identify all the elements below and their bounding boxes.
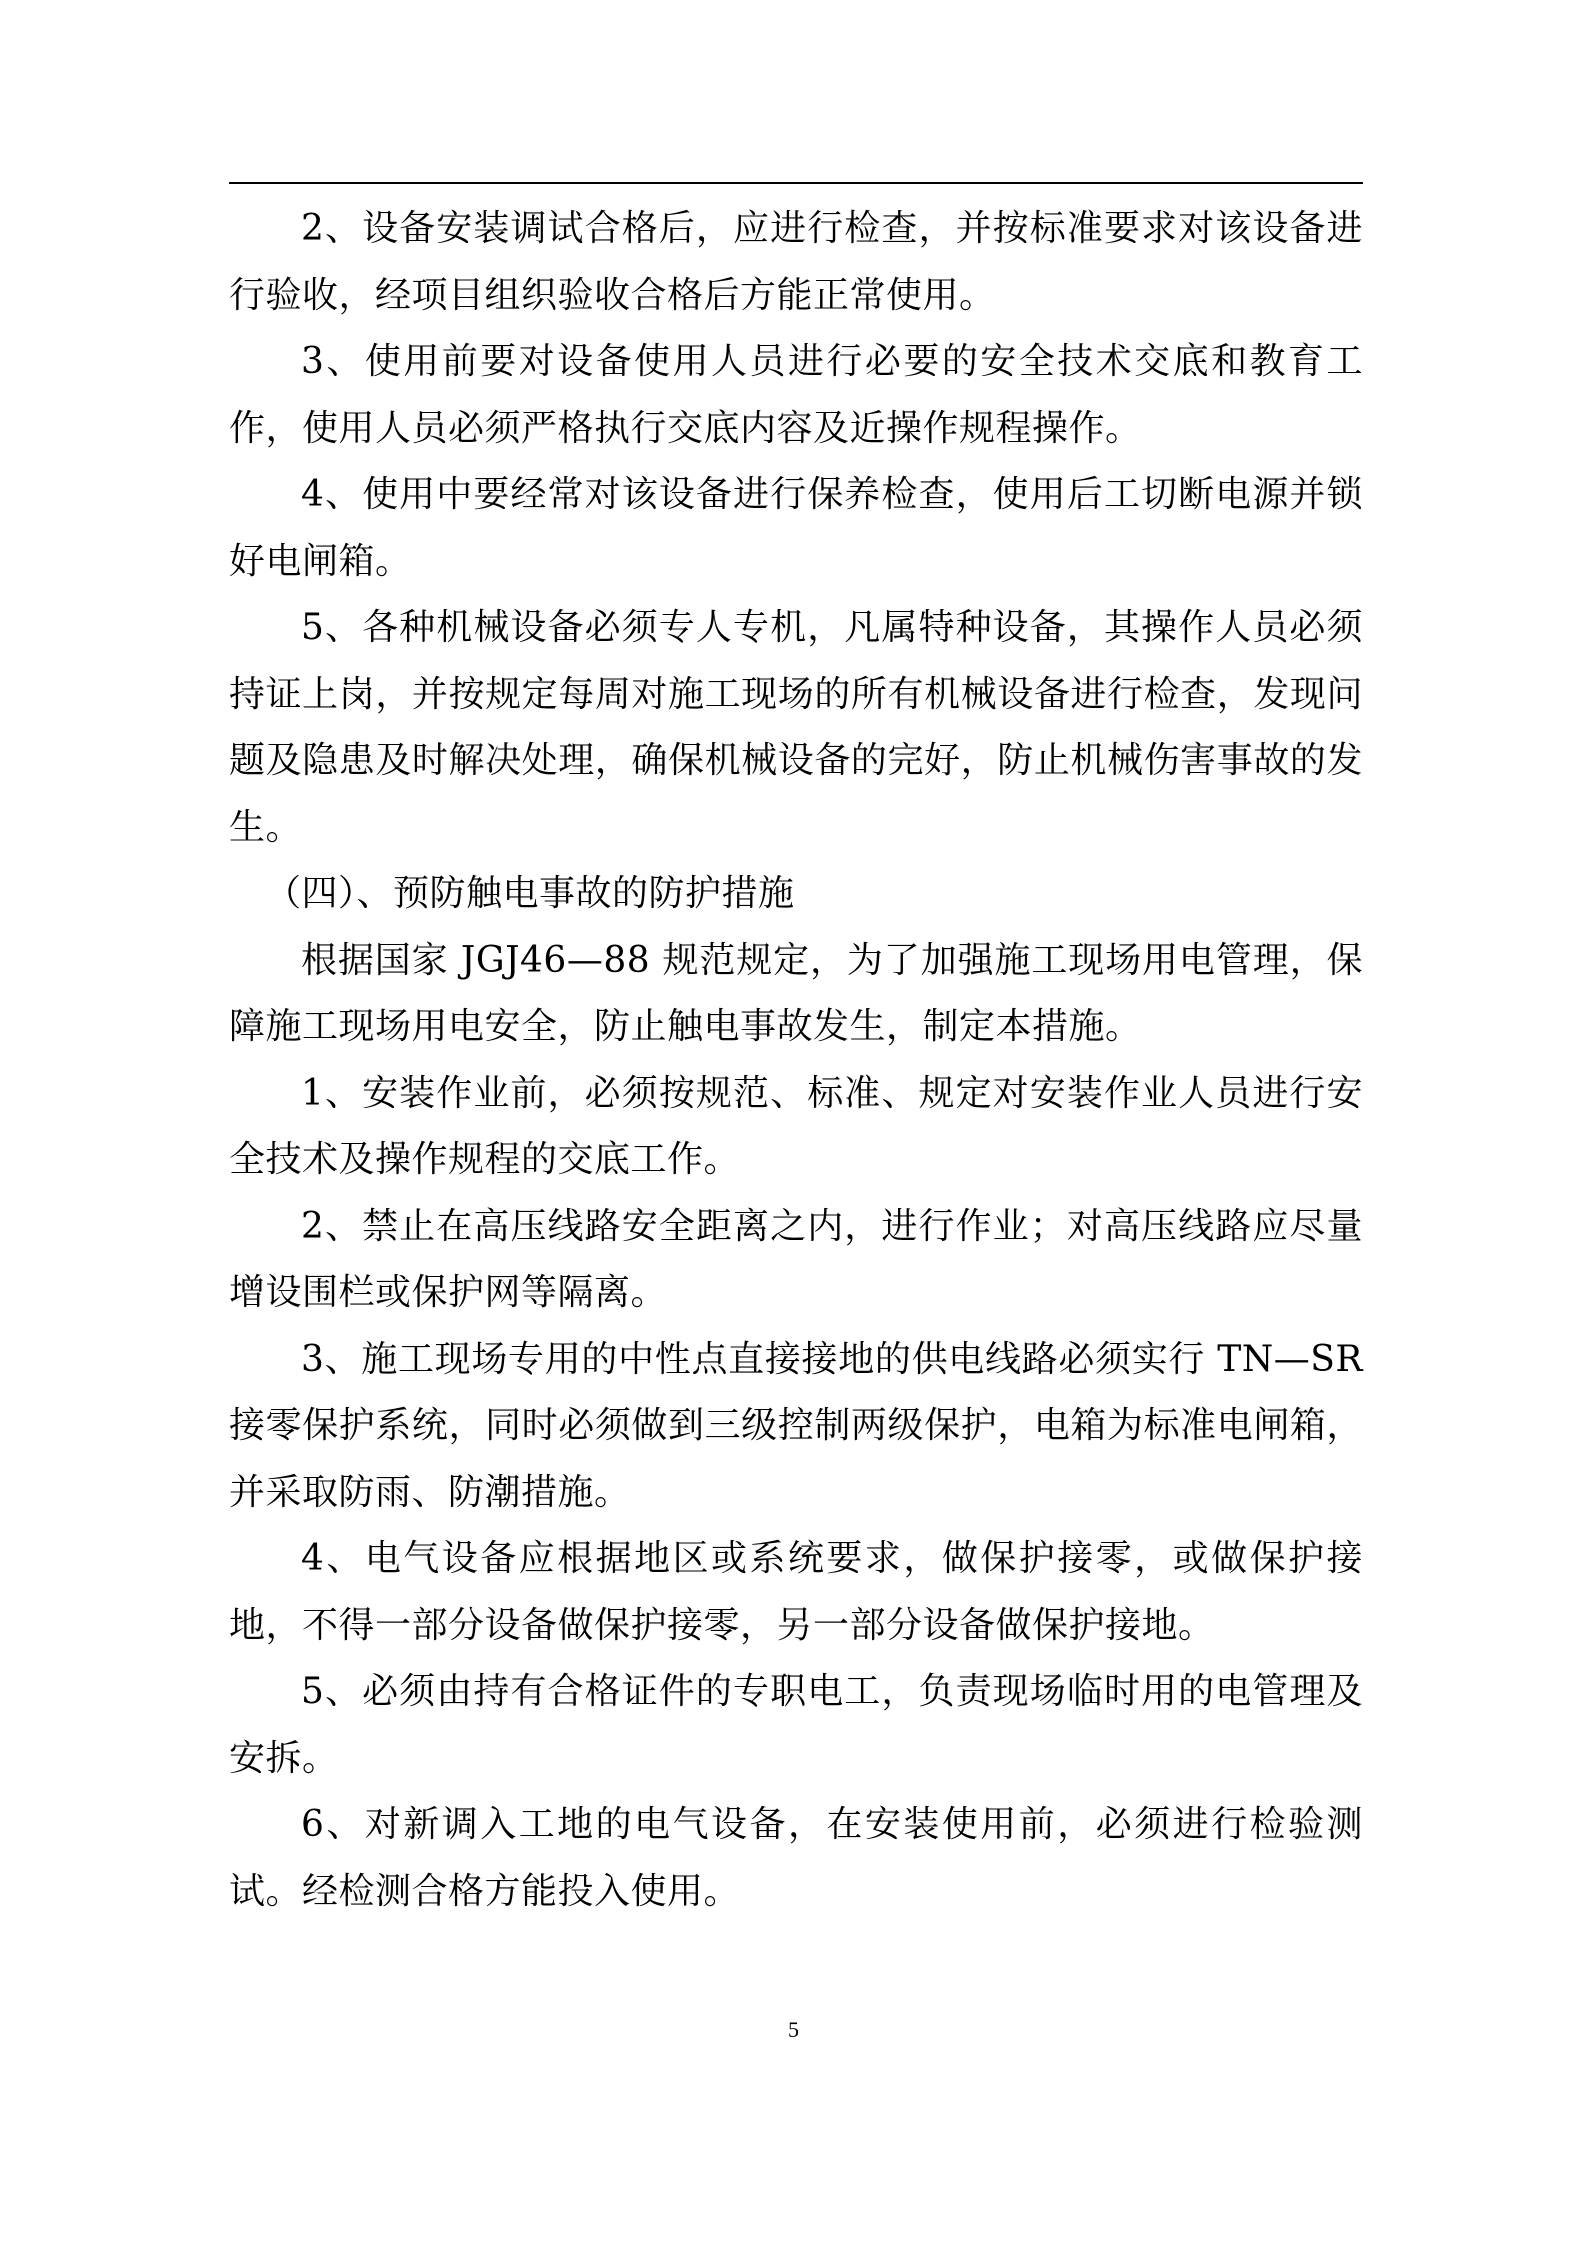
paragraph-grounding-system: 3、施工现场专用的中性点直接接地的供电线路必须实行 TN—SR 接零保护系统，同时必须做到三级控制两级保护，电箱为标准电闸箱，并采取防雨、防潮措施。 [229, 1338, 1363, 1513]
page-number: 5 [788, 2017, 799, 2042]
paragraph-certified-electrician: 5、必须由持有合格证件的专职电工，负责现场临时用的电管理及安拆。 [229, 1671, 1363, 1779]
paragraph-operator-briefing: 3、使用前要对设备使用人员进行必要的安全技术交底和教育工作，使用人员必须严格执行交底内容及近操作规程操作。 [229, 341, 1363, 449]
paragraph-new-equipment-testing: 6、对新调入工地的电气设备，在安装使用前，必须进行检验测试。经检测合格方能投入使用。 [229, 1804, 1363, 1912]
paragraph-dedicated-operators: 5、各种机械设备必须专人专机，凡属特种设备，其操作人员必须持证上岗，并按规定每周对施工现场的所有机械设备进行检查，发现问题及隐患及时解决处理，确保机械设备的完好，防止机械伤害事故的发生。 [229, 607, 1363, 848]
paragraph-equipment-acceptance: 2、设备安装调试合格后，应进行检查，并按标准要求对该设备进行验收，经项目组织验收合格后方能正常使用。 [229, 208, 1363, 316]
section-heading-electric-shock: （四）、预防触电事故的防护措施 [265, 873, 795, 914]
paragraph-installation-briefing: 1、安装作业前，必须按规范、标准、规定对安装作业人员进行安全技术及操作规程的交底工作。 [229, 1072, 1363, 1180]
body-text [229, 196, 1363, 1925]
paragraph-maintenance-check: 4、使用中要经常对该设备进行保养检查，使用后工切断电源并锁好电闸箱。 [229, 474, 1363, 582]
header-rule [229, 182, 1363, 184]
paragraph-standard-basis: 根据国家 JGJ46—88 规范规定，为了加强施工现场用电管理，保障施工现场用电安全，防止触电事故发生，制定本措施。 [229, 939, 1363, 1047]
paragraph-high-voltage-distance: 2、禁止在高压线路安全距离之内，进行作业；对高压线路应尽量增设围栏或保护网等隔离。 [229, 1205, 1363, 1313]
paragraph-protective-earthing: 4、电气设备应根据地区或系统要求，做保护接零，或做保护接地，不得一部分设备做保护接零，另一部分设备做保护接地。 [229, 1538, 1363, 1646]
